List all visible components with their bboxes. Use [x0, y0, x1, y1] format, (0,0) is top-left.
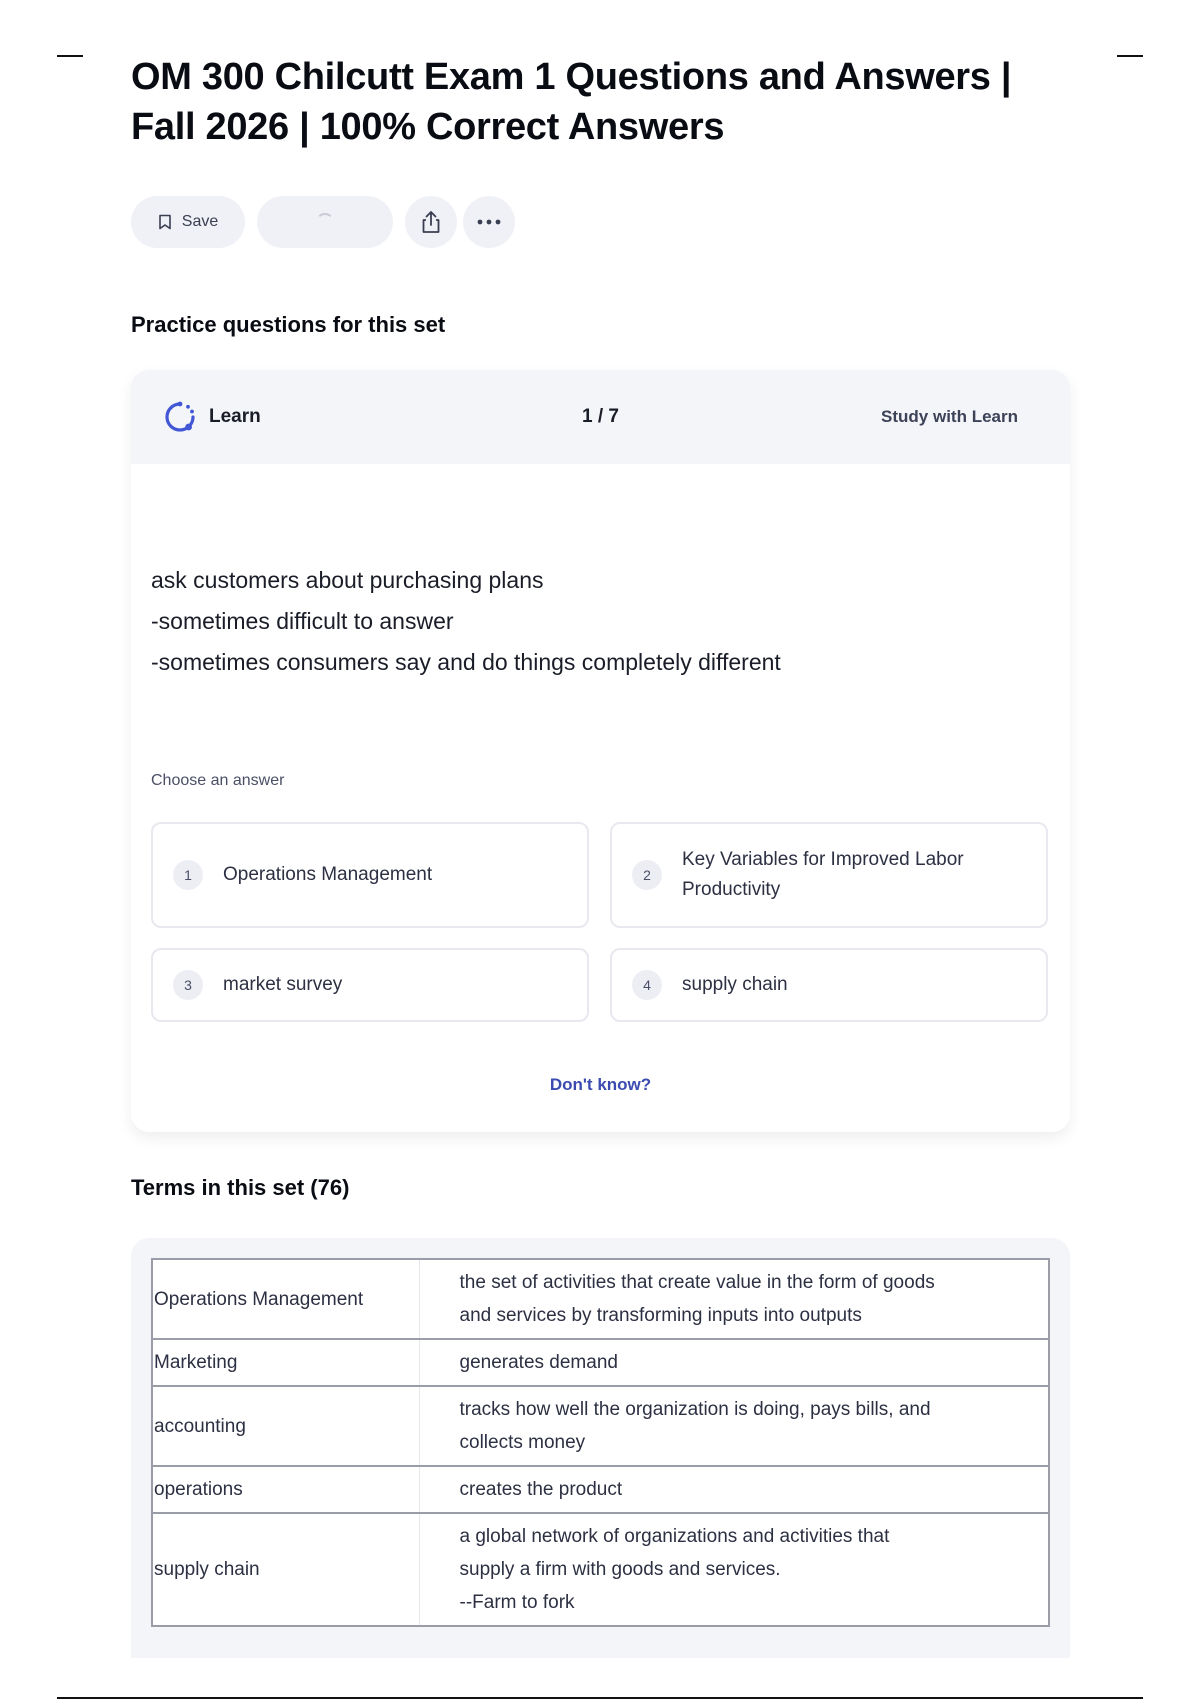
term-row	[152, 1466, 1049, 1513]
question-prompt	[151, 560, 781, 683]
question-line: -sometimes consumers say and do things completely different	[151, 649, 781, 675]
answer-option-1[interactable]	[151, 822, 589, 928]
question-progress: 1 / 7	[582, 406, 619, 427]
learn-header	[131, 370, 1070, 464]
study-with-learn-link[interactable]: Study with Learn	[881, 407, 1018, 426]
terms-card	[131, 1238, 1070, 1658]
page-title: OM 300 Chilcutt Exam 1 Questions and Answers | Fall 2026 | 100% Correct Answers	[131, 56, 1012, 148]
option-text: Operations Management	[223, 864, 433, 885]
definition-cell: tracks how well the organization is doing, pays bills, and collects money	[419, 1386, 1049, 1466]
loading-button[interactable]	[257, 196, 393, 248]
learn-cycle-icon	[163, 400, 197, 434]
more-horizontal-icon	[477, 219, 501, 225]
page-bottom-rule	[57, 1697, 1143, 1699]
term-cell: operations	[152, 1466, 419, 1513]
option-number-badge: 3	[173, 970, 203, 1000]
term-cell: supply chain	[152, 1513, 419, 1626]
share-button[interactable]	[405, 196, 457, 248]
terms-table	[151, 1258, 1050, 1627]
corner-mark-left	[57, 55, 83, 57]
save-label: Save	[181, 213, 219, 230]
corner-mark-right	[1117, 55, 1143, 57]
term-row	[152, 1386, 1049, 1466]
term-cell: Operations Management	[152, 1259, 419, 1339]
option-number-badge: 2	[632, 860, 662, 890]
save-button[interactable]	[131, 196, 245, 248]
option-number-badge: 1	[173, 860, 203, 890]
choose-answer-label: Choose an answer	[151, 772, 285, 789]
answer-option-3[interactable]	[151, 948, 589, 1022]
definition-cell: generates demand	[419, 1339, 1049, 1386]
terms-heading: Terms in this set (76)	[131, 1175, 350, 1200]
option-text: market survey	[223, 974, 343, 995]
learn-brand[interactable]	[163, 400, 261, 434]
definition-cell: the set of activities that create value in the form of goods and services by transforming inputs into outputs	[419, 1259, 1049, 1339]
more-options-button[interactable]	[463, 196, 515, 248]
term-cell: Marketing	[152, 1339, 419, 1386]
option-text: Key Variables for Improved Labor Productivity	[682, 849, 964, 900]
question-line: -sometimes difficult to answer	[151, 608, 454, 634]
definition-cell: creates the product	[419, 1466, 1049, 1513]
option-text: supply chain	[682, 974, 788, 995]
term-row	[152, 1339, 1049, 1386]
term-cell: accounting	[152, 1386, 419, 1466]
practice-heading: Practice questions for this set	[131, 312, 446, 337]
definition-cell: a global network of organizations and activities that supply a firm with goods and services. --Farm to fork	[419, 1513, 1049, 1626]
question-line: ask customers about purchasing plans	[151, 567, 544, 593]
learn-label: Learn	[209, 406, 261, 427]
answer-option-2[interactable]	[610, 822, 1048, 928]
answer-option-4[interactable]	[610, 948, 1048, 1022]
share-icon	[420, 210, 442, 234]
option-number-badge: 4	[632, 970, 662, 1000]
bookmark-icon	[158, 214, 172, 230]
term-row	[152, 1259, 1049, 1339]
dont-know-link[interactable]: Don't know?	[549, 1075, 652, 1094]
term-row	[152, 1513, 1049, 1626]
loading-spinner-icon	[316, 213, 334, 231]
learn-card	[131, 370, 1070, 1132]
action-row	[131, 196, 521, 248]
